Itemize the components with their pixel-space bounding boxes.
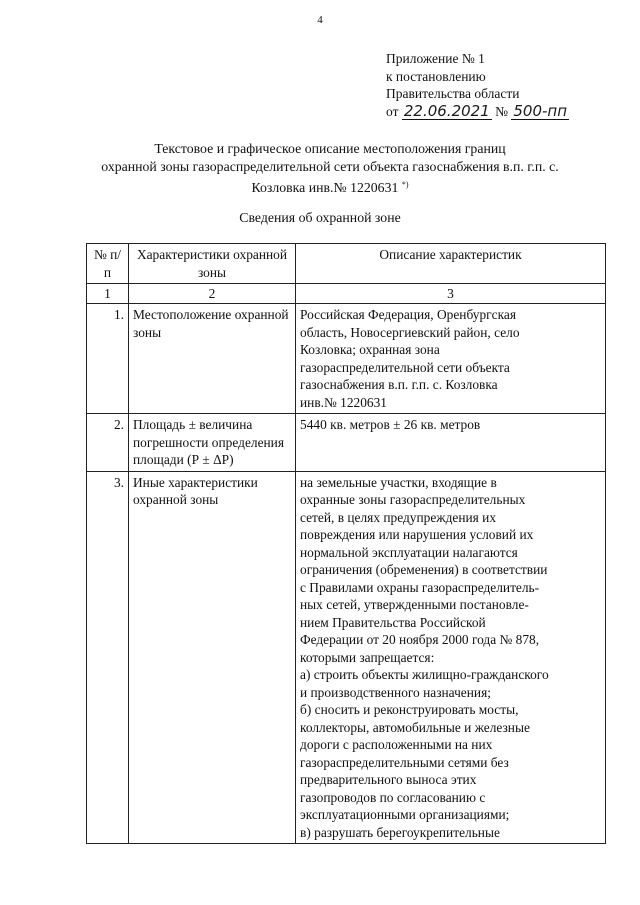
row-characteristic: Иные характеристики охранной зоны (129, 471, 296, 844)
description-line: Козловка; охранная зона (300, 342, 440, 357)
description-line: 5440 кв. метров ± 26 кв. метров (300, 417, 481, 432)
description-line: коллекторы, автомобильные и железные (300, 719, 530, 735)
table-row (87, 414, 606, 472)
section-subtitle: Сведения об охранной зоне (239, 210, 401, 225)
header-number: № п/п (87, 244, 129, 284)
number-prefix: № (495, 103, 509, 119)
title-line-text: Козловка инв.№ 1220631 (251, 180, 399, 195)
date-prefix: от (386, 103, 399, 119)
description-line: и производственного назначения; (300, 684, 491, 700)
description-line: нием Правительства Российской (300, 614, 486, 630)
row-number: 3. (87, 471, 129, 844)
table-header-row (87, 244, 606, 284)
title-line: охранной зоны газораспределительной сети объекта газоснабжения в.п. г.п. с. (101, 159, 559, 174)
handwritten-number: 500-пп (513, 101, 568, 120)
row-number: 2. (87, 414, 129, 472)
index-cell: 2 (129, 284, 296, 304)
appendix-line: к постановлению (386, 68, 486, 84)
row-description (296, 414, 606, 472)
description-line: на земельные участки, входящие в (300, 474, 497, 490)
row-characteristic: Местоположение охранной зоны (129, 304, 296, 414)
description-line: б) сносить и реконструировать мосты, (300, 702, 519, 717)
description-line: газораспределительной сети объекта (300, 359, 510, 375)
appendix-line: Правительства области (386, 86, 520, 101)
description-line: предварительного выноса этих (300, 772, 477, 787)
table-index-row (87, 284, 606, 304)
zone-info-table (86, 243, 606, 844)
index-cell: 3 (296, 284, 606, 304)
description-line: ных сетей, утвержденными постановле- (300, 597, 529, 612)
description-line: область, Новосергиевский район, село (300, 324, 520, 340)
appendix-date-line (386, 103, 569, 121)
document-title (60, 140, 600, 197)
description-line: которыми запрещается: (300, 649, 435, 665)
header-description: Описание характеристик (296, 244, 606, 284)
description-line: Российская Федерация, Оренбургская (300, 307, 516, 322)
index-cell: 1 (87, 284, 129, 304)
description-line: нормальной эксплуатации налагаются (300, 544, 518, 560)
description-line: эксплуатационными организациями; (300, 807, 510, 822)
row-number: 1. (87, 304, 129, 414)
row-description (296, 471, 606, 844)
table-row (87, 304, 606, 414)
table-row (87, 471, 606, 844)
description-line: сетей, в целях предупреждения их (300, 509, 497, 525)
description-line: дороги с расположенными на них (300, 737, 493, 752)
appendix-title: Приложение № 1 (386, 51, 485, 66)
row-description (296, 304, 606, 414)
row-characteristic: Площадь ± величина погрешности определения площади (Р ± ΔР) (129, 414, 296, 472)
description-line: с Правилами охраны газораспределитель- (300, 579, 540, 595)
page-number: 4 (317, 14, 323, 26)
description-line: газоснабжения в.п. г.п. с. Козловка (300, 377, 498, 392)
handwritten-date: 22.06.2021 (403, 101, 490, 120)
description-line: в) разрушать берегоукрепительные (300, 824, 500, 840)
header-characteristic: Характеристики охранной зоны (129, 244, 296, 284)
appendix-block (386, 50, 569, 120)
description-line: а) строить объекты жилищно-гражданского (300, 667, 549, 682)
description-line: повреждения или нарушения условий их (300, 527, 534, 542)
description-line: газораспределительными сетями без (300, 754, 509, 770)
description-line: Федерации от 20 ноября 2000 года № 878, (300, 632, 540, 647)
footnote-mark: *) (401, 180, 409, 189)
description-line: инв.№ 1220631 (300, 394, 387, 410)
description-line: газопроводов по согласованию с (300, 789, 486, 805)
description-line: охранные зоны газораспределительных (300, 492, 526, 507)
description-line: ограничения (обременения) в соответствии (300, 562, 548, 577)
title-line: Текстовое и графическое описание местоположения границ (154, 141, 506, 156)
title-line (60, 176, 600, 197)
